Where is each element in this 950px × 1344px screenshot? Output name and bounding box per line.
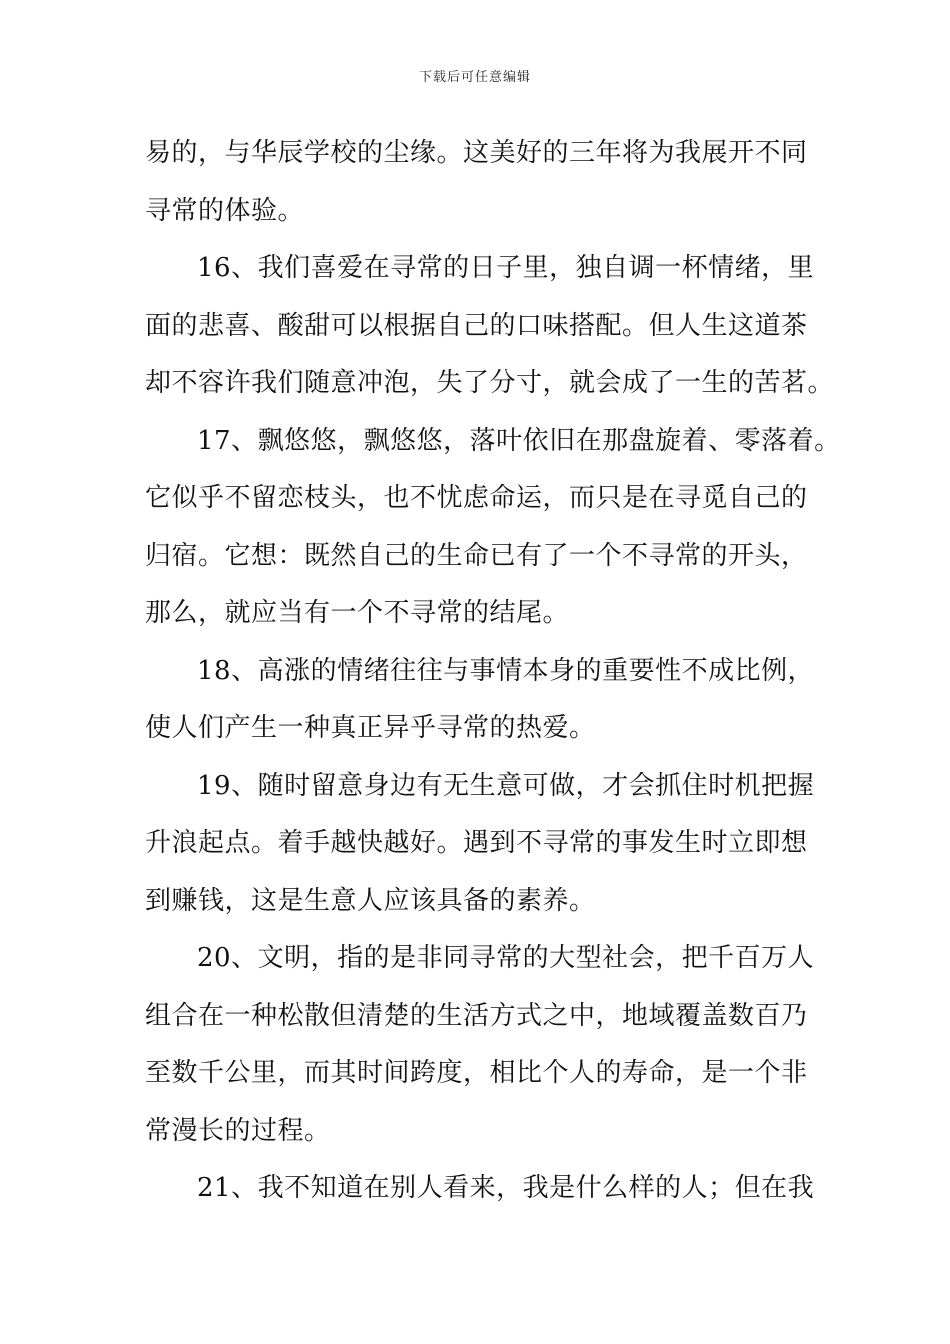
paragraph-start-line: 18、高涨的情绪往往与事情本身的重要性不成比例， xyxy=(197,655,815,686)
text-line: 到赚钱，这是生意人应该具备的素养。 xyxy=(145,885,596,916)
text-line: 那么，就应当有一个不寻常的结尾。 xyxy=(145,598,570,628)
text-line: 却不容许我们随意冲泡，失了分寸，就会成了一生的苦茗。 xyxy=(145,368,835,398)
text-line: 寻常的体验。 xyxy=(145,195,305,226)
text-line: 使人们产生一种真正异乎寻常的热爱。 xyxy=(145,713,596,743)
document-body xyxy=(145,125,841,1218)
paragraph-start-line: 20、文明，指的是非同寻常的大型社会，把千百万人 xyxy=(197,943,815,973)
text-line: 归宿。它想：既然自己的生命已有了一个不寻常的开头， xyxy=(145,540,808,571)
text-line: 易的，与华辰学校的尘缘。这美好的三年将为我展开不同 xyxy=(145,138,808,168)
text-line: 组合在一种松散但清楚的生活方式之中，地域覆盖数百乃 xyxy=(145,1000,808,1031)
paragraph-start-line: 21、我不知道在别人看来，我是什么样的人；但在我 xyxy=(197,1173,815,1203)
text-line: 常漫长的过程。 xyxy=(145,1115,331,1146)
text-line: 至数千公里，而其时间跨度，相比个人的寿命，是一个非 xyxy=(145,1058,808,1088)
paragraph-start-line: 17、飘悠悠，飘悠悠，落叶依旧在那盘旋着、零落着。 xyxy=(197,425,841,456)
text-line: 面的悲喜、酸甜可以根据自己的口味搭配。但人生这道茶 xyxy=(145,310,808,341)
paragraph-start-line: 19、随时留意身边有无生意可做，才会抓住时机把握 xyxy=(197,770,815,801)
text-line: 升浪起点。着手越快越好。遇到不寻常的事发生时立即想 xyxy=(145,828,808,858)
page-header: 下载后可任意编辑 xyxy=(418,70,531,85)
text-line: 它似乎不留恋枝头，也不忧虑命运，而只是在寻觅自己的 xyxy=(145,483,808,513)
paragraph-start-line: 16、我们喜爱在寻常的日子里，独自调一杯情绪，里 xyxy=(197,253,815,283)
